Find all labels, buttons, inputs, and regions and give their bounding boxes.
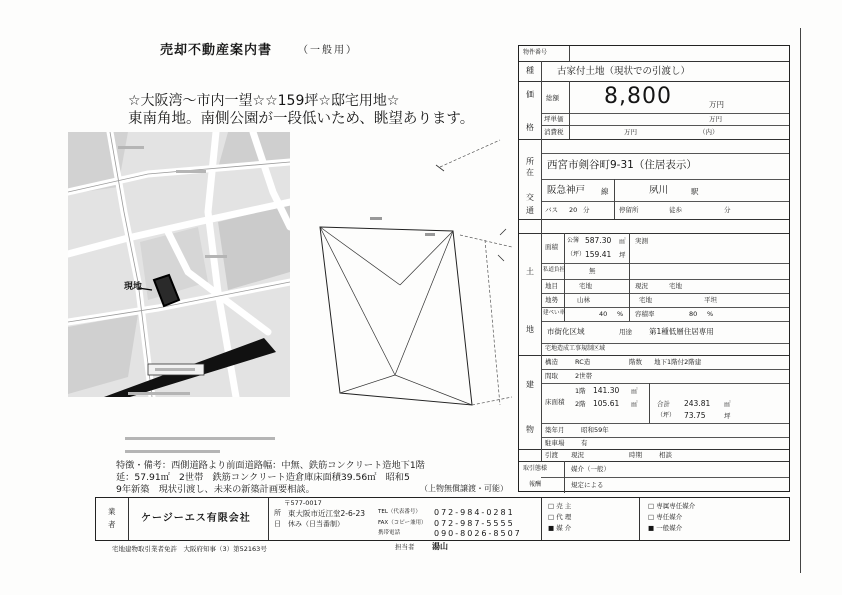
- handover-timing-label: 時期: [629, 451, 642, 459]
- land-current-value: 宅地: [669, 282, 682, 290]
- price-total-label: 総額: [546, 94, 559, 102]
- brokerage-option-2: □ 専任媒介: [648, 513, 683, 521]
- side-label-transit-2: 通: [526, 206, 534, 215]
- floors-label: 階数: [629, 358, 642, 366]
- side-label-land-1: 土: [526, 267, 534, 276]
- tax-label: 消費税: [544, 128, 564, 136]
- floor-tsubo-unit: 坪: [724, 412, 731, 420]
- side-label-price-1: 価: [526, 90, 534, 99]
- tax-note: （内）: [699, 128, 719, 136]
- floor-tsubo-label: （坪）: [657, 412, 676, 419]
- fee-label: 報酬: [529, 481, 542, 488]
- fax-label: FAX（コピー兼用）: [378, 520, 427, 526]
- company-hours-label: 日: [274, 520, 281, 528]
- land-survey-label: 実測: [635, 237, 648, 245]
- land-tsubo-value: 159.41: [585, 250, 612, 259]
- floor1-unit: ㎡: [631, 387, 638, 395]
- layout-label: 間取: [545, 372, 558, 380]
- side-label-price-2: 格: [526, 123, 534, 132]
- fee-value: 規定による: [571, 481, 604, 489]
- headline-line-1: ☆大阪湾〜市内一望☆☆159坪☆邸宅用地☆: [128, 93, 400, 109]
- side-label-type: 種: [526, 66, 534, 75]
- document-title: 売却不動産案内書: [160, 43, 273, 58]
- side-label-transit-1: 交: [526, 193, 534, 202]
- price-value: 8,800: [604, 84, 672, 109]
- transaction-label: 取引態様: [523, 465, 548, 472]
- walk-label: 徒歩: [669, 206, 682, 214]
- zoning-label: 用途: [619, 328, 632, 336]
- land-area-unit: ㎡: [619, 237, 626, 245]
- urban-planning-area: 市街化区域: [547, 327, 585, 336]
- company-address-label: 所: [274, 509, 281, 517]
- handover-status: 現況: [571, 451, 584, 459]
- map-label-marks: [205, 255, 227, 258]
- license-number: 宅地建物取引業者免許 大阪府知事（3）第52163号: [112, 545, 267, 553]
- brokerage-mid-2: □ 代 理: [548, 513, 572, 521]
- walk-unit: 分: [724, 206, 731, 214]
- built-label: 築年月: [545, 426, 565, 434]
- tax-unit: 万円: [624, 128, 637, 136]
- land-registry-label: 公簿: [567, 237, 580, 244]
- side-label-building-2: 物: [526, 425, 534, 434]
- unit-price-label: 坪単価: [544, 115, 564, 123]
- price-unit: 万円: [709, 100, 724, 109]
- property-type: 古家付土地（現状での引渡し）: [557, 66, 691, 77]
- scan-edge-line: [800, 28, 801, 573]
- lot-survey-diagram: [300, 135, 515, 425]
- area-note-marks: [125, 437, 275, 440]
- side-label-location-2: 在: [526, 168, 534, 177]
- side-label-building-1: 建: [526, 380, 534, 389]
- company-address: 東大阪市近江堂2-6-23: [288, 509, 365, 518]
- agent-label-2: 者: [108, 520, 116, 529]
- handover-label: 引渡: [545, 451, 558, 459]
- floor-area-label: 床面積: [545, 398, 565, 406]
- tel-label: TEL（代表番号）: [378, 509, 421, 515]
- company-hours: 休み（日当番制）: [288, 520, 344, 528]
- floor-total-value: 243.81: [684, 399, 711, 408]
- map-site-label: 現地: [124, 282, 143, 292]
- floor2-value: 105.61: [593, 399, 620, 408]
- map-caption-marks: [128, 392, 190, 395]
- land-regulation: 宅地造成工事規制区域: [545, 345, 606, 352]
- station-name: 夙川: [649, 185, 669, 196]
- far-label: 容積率: [635, 310, 655, 318]
- property-number-label: 物件番号: [523, 49, 548, 56]
- terrain-label: 地勢: [545, 296, 558, 304]
- brokerage-mid-3: ■ 媒 介: [548, 524, 572, 532]
- unit-price-unit: 万円: [709, 115, 722, 123]
- floor2-unit: ㎡: [631, 400, 638, 408]
- floor2-label: 2階: [575, 400, 586, 408]
- mobile-label: 携帯電話: [378, 530, 401, 536]
- side-label-land-2: 地: [526, 325, 534, 334]
- brokerage-option-3: ■ 一般媒介: [648, 524, 683, 532]
- mobile-number: 090-8026-8507: [434, 529, 522, 538]
- far-unit: %: [707, 310, 714, 318]
- far-value: 80: [689, 310, 698, 318]
- terrain-c: 平坦: [704, 296, 717, 304]
- land-category-value: 宅地: [579, 282, 592, 290]
- tel-number: 072-984-0281: [434, 508, 515, 517]
- land-current-label: 現況: [635, 282, 648, 290]
- company-name: ケージーエス有限会社: [141, 513, 251, 524]
- floor-total-label: 合計: [657, 400, 670, 408]
- floor-tsubo-value: 73.75: [684, 411, 706, 420]
- land-category-label: 地目: [545, 282, 558, 290]
- map-label-marks: [176, 170, 206, 173]
- map-label-marks: [118, 146, 144, 149]
- remarks-building-transfer: （上物無償譲渡・可能）: [420, 484, 508, 493]
- property-detail-table: [518, 45, 790, 492]
- private-road-value: 無: [589, 267, 596, 275]
- remarks-line-1: 特徴・備考：西側道路より前面道路幅：中無、鉄筋コンクリート造地下1階: [116, 460, 425, 471]
- land-area-value: 587.30: [585, 236, 612, 245]
- terrain-a: 山林: [577, 296, 590, 304]
- parking-value: 有: [581, 439, 588, 447]
- staff-label: 担当者: [395, 543, 415, 551]
- agent-label-1: 業: [108, 507, 116, 516]
- private-road-label: 私道負担: [543, 267, 566, 273]
- rail-line-unit: 線: [601, 187, 609, 196]
- land-area-label: 面積: [545, 243, 558, 251]
- bus-minute-unit: 分: [583, 206, 590, 214]
- remarks-line-3: 9年新築 現状引渡し、未来の新築計画要相談。: [116, 484, 315, 495]
- floor1-label: 1階: [575, 387, 586, 395]
- remarks-line-2: 延：57.91㎡ 2世帯 鉄筋コンクリート造倉庫床面積39.56㎡ 昭和5: [116, 472, 410, 483]
- property-address: 西宮市剣谷町9-31（住居表示）: [547, 159, 697, 171]
- floors-value: 地下1階付2階建: [654, 358, 702, 366]
- bus-minutes: 20: [569, 206, 578, 214]
- coverage-unit: %: [617, 310, 624, 318]
- bus-stop-label: 停留所: [619, 206, 639, 214]
- transaction-value: 媒介（一般）: [571, 465, 610, 473]
- agent-info-box: [95, 497, 790, 541]
- fax-number: 072-987-5555: [434, 519, 515, 528]
- staff-name: 湯山: [432, 542, 448, 551]
- handover-timing-value: 相談: [659, 451, 672, 459]
- built-value: 昭和59年: [581, 426, 609, 434]
- land-tsubo-label: （坪）: [567, 251, 586, 258]
- area-note-marks: [125, 450, 220, 453]
- coverage-value: 40: [599, 310, 608, 318]
- floor1-value: 141.30: [593, 386, 620, 395]
- map-label-marks: [155, 368, 195, 371]
- brokerage-mid-1: □ 売 主: [548, 502, 572, 510]
- floor-total-unit: ㎡: [724, 400, 731, 408]
- station-unit: 駅: [691, 187, 699, 196]
- structure-value: RC造: [575, 358, 591, 366]
- rail-line: 阪急神戸: [547, 185, 586, 196]
- side-label-location-1: 所: [526, 157, 534, 166]
- headline-line-2: 東南角地。南側公園が一段低いため、眺望あります。: [128, 111, 475, 127]
- coverage-label: 建ぺい率: [543, 310, 566, 316]
- document-type: （一般用）: [298, 45, 358, 56]
- parking-label: 駐車場: [545, 439, 565, 447]
- layout-value: 2世帯: [575, 372, 593, 380]
- structure-label: 構造: [545, 358, 558, 366]
- zoning-value: 第1種低層住居専用: [649, 327, 714, 336]
- land-tsubo-unit: 坪: [619, 251, 626, 259]
- terrain-b: 宅地: [639, 296, 652, 304]
- bus-label: バス: [545, 206, 558, 214]
- company-postal: 〒577-0017: [284, 499, 322, 507]
- brokerage-option-1: □ 専属専任媒介: [648, 502, 696, 510]
